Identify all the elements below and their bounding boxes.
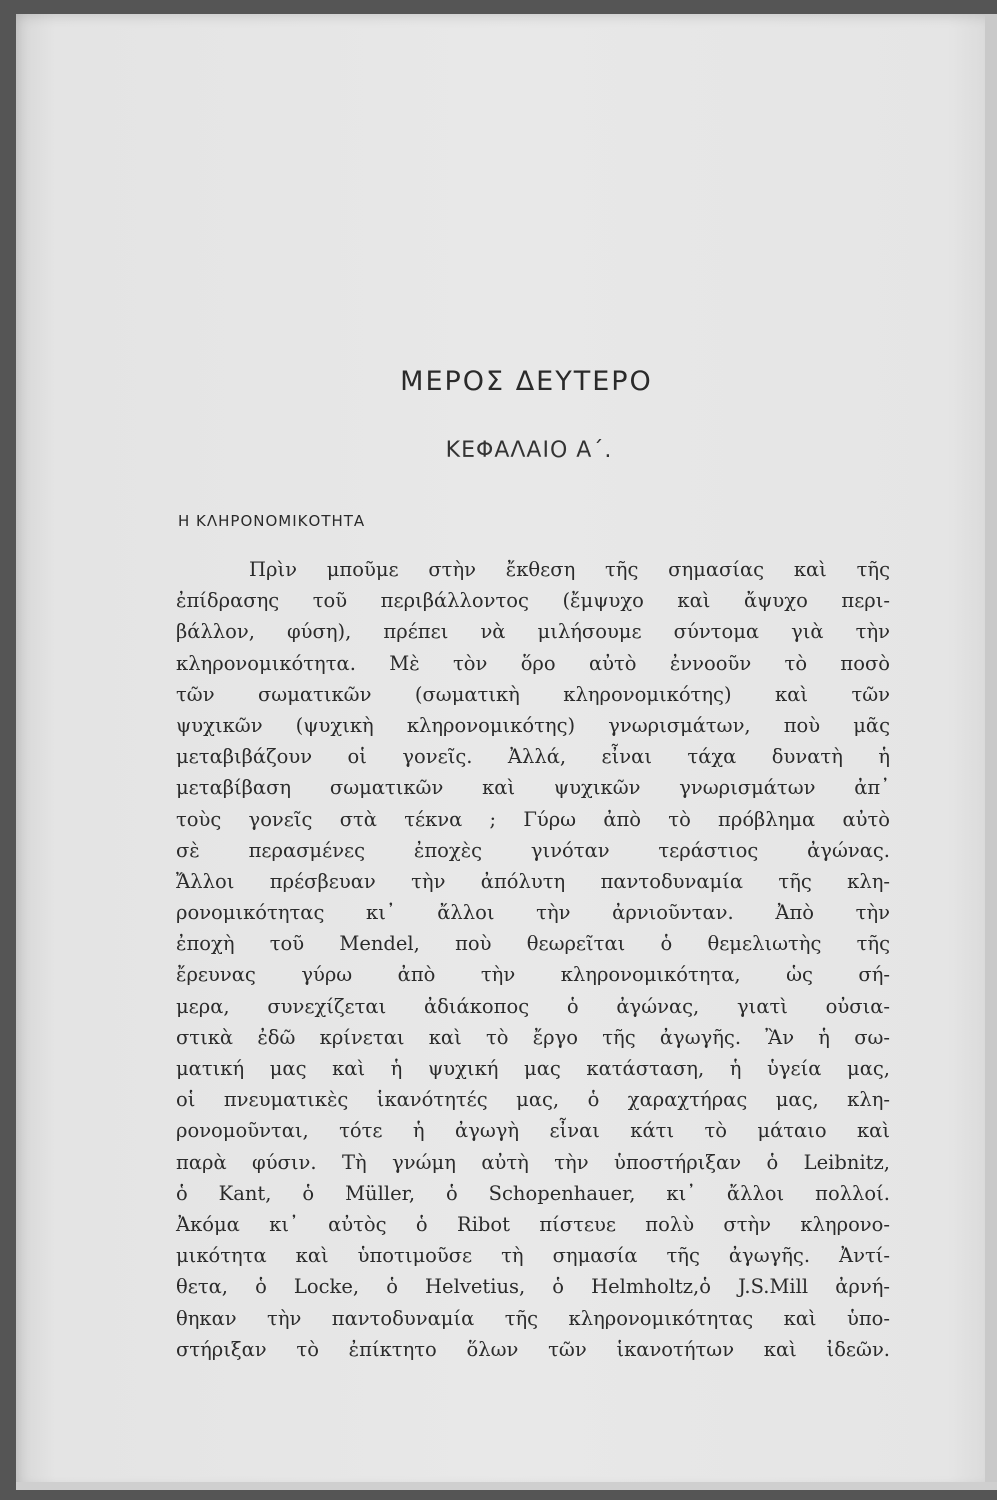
page-edge-bottom (16, 1482, 997, 1490)
text-line: ψυχικῶν (ψυχικὴ κληρονομικότης) γνωρισμάτων, ποὺ μᾶς (176, 713, 890, 737)
text-line: μεταβιβάζουν οἱ γονεῖς. Ἀλλά, εἶναι τάχα δυνατὴ ἡ (176, 745, 890, 769)
text-line: Ἄλλοι πρέσβευαν τὴν ἀπόλυτη παντοδυναμία τῆς κλη- (176, 869, 890, 893)
text-line: μερα, συνεχίζεται ἀδιάκοπος ὁ ἀγώνας, γιατὶ οὐσια- (176, 994, 890, 1018)
text-line: ρονομοῦνται, τότε ἡ ἀγωγὴ εἶναι κάτι τὸ μάταιο καὶ (176, 1119, 890, 1143)
text-line: παρὰ φύσιν. Τὴ γνώμη αὐτὴ τὴν ὑποστήριξαν ὁ Leibnitz, (176, 1150, 890, 1174)
text-line: τῶν σωματικῶν (σωματικὴ κληρονομικότης) καὶ τῶν (176, 682, 890, 706)
body-paragraph (176, 554, 890, 1365)
text-line: σὲ περασμένες ἐποχὲς γινόταν τεράστιος ἀγώνας. (176, 838, 890, 862)
book-page (16, 14, 997, 1490)
text-line: Ἀκόμα κι᾽ αὐτὸς ὁ Ribot πίστευε πολὺ στὴν κληρονο- (176, 1212, 890, 1236)
text-line: θετα, ὁ Locke, ὁ Helvetius, ὁ Helmholtz,ὁ J.S.Mill ἀρνή- (176, 1275, 890, 1299)
text-line: στικὰ ἐδῶ κρίνεται καὶ τὸ ἔργο τῆς ἀγωγῆς. Ἂν ἡ σω- (176, 1025, 890, 1049)
page-edge-right (985, 14, 997, 1490)
text-line: κληρονομικότητα. Μὲ τὸν ὅρο αὐτὸ ἐννοοῦν τὸ ποσὸ (176, 651, 890, 675)
part-title: ΜΕΡΟΣ ΔΕΥΤΕΡΟ (400, 366, 653, 397)
text-line: θηκαν τὴν παντοδυναμία τῆς κληρονομικότητας καὶ ὑπο- (176, 1306, 890, 1330)
text-line: Πρὶν μποῦμε στὴν ἔκθεση τῆς σημασίας καὶ τῆς (249, 558, 890, 581)
text-line: μεταβίβαση σωματικῶν καὶ ψυχικῶν γνωρισμάτων ἀπ᾽ (176, 776, 890, 800)
text-line: ματική μας καὶ ἡ ψυχική μας κατάσταση, ἡ ὑγεία μας, (176, 1057, 890, 1080)
text-line: ἐποχὴ τοῦ Mendel, ποὺ θεωρεῖται ὁ θεμελιωτὴς τῆς (176, 932, 890, 956)
text-line: ρονομικότητας κι᾽ ἄλλοι τὴν ἀρνιοῦνταν. Ἀπὸ τὴν (176, 901, 890, 925)
text-line: ὁ Kant, ὁ Müller, ὁ Schopenhauer, κι᾽ ἄλλοι πολλοί. (176, 1181, 890, 1205)
chapter-title: ΚΕΦΑΛΑΙΟ Α΄. (445, 438, 613, 463)
text-line: ἔρευνας γύρω ἀπὸ τὴν κληρονομικότητα, ὡς σή- (176, 963, 890, 987)
text-line: μικότητα καὶ ὑποτιμοῦσε τὴ σημασία τῆς ἀγωγῆς. Ἀντί- (176, 1244, 890, 1268)
text-line: τοὺς γονεῖς στὰ τέκνα ; Γύρω ἀπὸ τὸ πρόβλημα αὐτὸ (176, 807, 890, 831)
text-line: στήριξαν τὸ ἐπίκτητο ὅλων τῶν ἱκανοτήτων καὶ ἰδεῶν. (176, 1337, 890, 1361)
text-line: οἱ πνευματικὲς ἱκανότητές μας, ὁ χαραχτήρας μας, κλη- (176, 1088, 890, 1112)
section-title: Η ΚΛΗΡΟΝΟΜΙΚΟΤΗΤΑ (178, 512, 366, 530)
text-line: βάλλον, φύση), πρέπει νὰ μιλήσουμε σύντομα γιὰ τὴν (176, 620, 890, 644)
text-line: ἐπίδρασης τοῦ περιβάλλοντος (ἔμψυχο καὶ ἄψυχο περι- (176, 589, 890, 613)
